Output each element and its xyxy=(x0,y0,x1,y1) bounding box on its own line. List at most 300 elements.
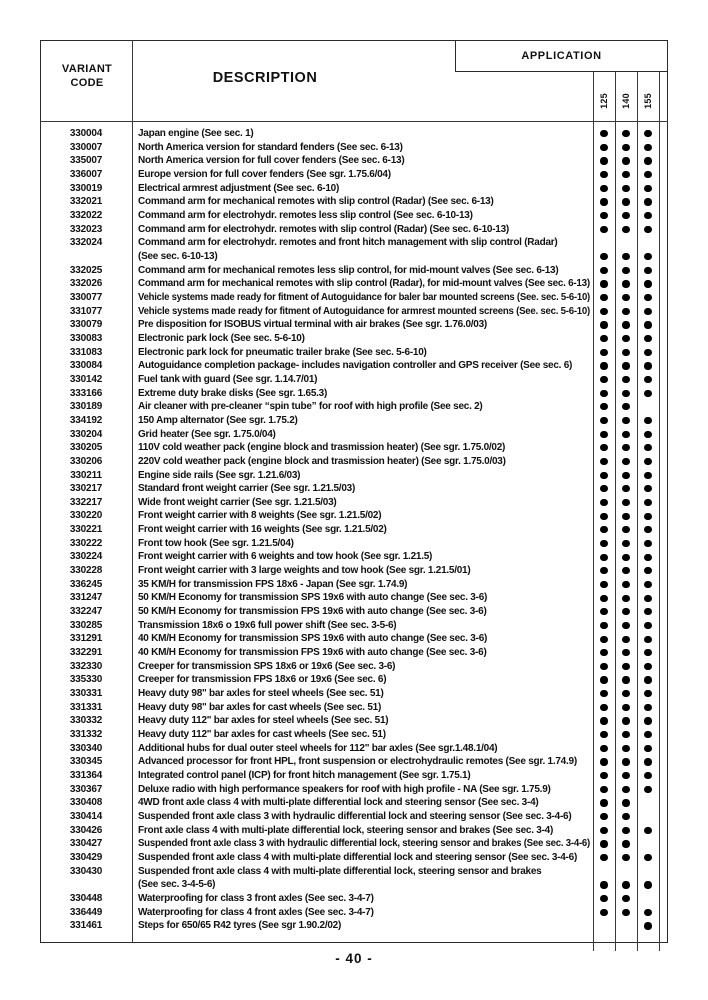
table-row xyxy=(40,660,668,674)
application-dot-125 xyxy=(600,417,607,424)
application-dot-125 xyxy=(600,390,607,397)
table-row xyxy=(40,619,668,633)
table-row xyxy=(40,906,668,920)
row-description xyxy=(138,415,592,426)
variant-code: 332291 xyxy=(69,647,103,659)
variant-code: 330019 xyxy=(69,182,103,194)
row-description-text: Autoguidance completion package- includes navigation controller and GPS receiver (See sec. 6) xyxy=(138,360,573,372)
table-row xyxy=(40,318,668,332)
application-dot-140 xyxy=(622,308,629,315)
application-dot-155 xyxy=(644,567,651,574)
row-description-text: Waterproofing for class 3 front axles (See sec. 3-4-7) xyxy=(138,892,374,904)
application-dot-155 xyxy=(644,444,651,451)
variant-code: 330211 xyxy=(70,469,102,481)
application-dot-155 xyxy=(644,226,651,233)
application-dot-125 xyxy=(600,745,607,752)
application-dot-140 xyxy=(622,321,629,328)
application-header-box xyxy=(455,41,667,72)
row-description-text: Command arm for electrohydr. remotes less slip control (See sec. 6-10-13) xyxy=(138,209,473,221)
application-dot-125 xyxy=(600,731,607,738)
row-description-text: 50 KM/H Economy for transmission FPS 19x6 with auto change (See sec. 3-6) xyxy=(138,606,487,618)
application-dot-125 xyxy=(600,567,607,574)
variant-code: 330331 xyxy=(69,688,103,700)
application-dot-155 xyxy=(644,362,651,369)
row-description xyxy=(138,237,592,248)
row-description-text: (See sec. 6-10-13) xyxy=(138,250,218,262)
application-dot-140 xyxy=(622,280,629,287)
application-dot-125 xyxy=(600,280,607,287)
page-number: - 40 - xyxy=(335,951,373,966)
application-dot-140 xyxy=(622,554,629,561)
row-description-text: (See sec. 3-4-5-6) xyxy=(138,879,216,891)
application-dot-125 xyxy=(600,253,607,260)
row-description xyxy=(138,169,592,180)
table-row xyxy=(40,687,668,701)
application-dot-125 xyxy=(600,308,607,315)
application-dot-155 xyxy=(644,417,651,424)
table-row xyxy=(40,578,668,592)
application-dot-125 xyxy=(600,185,607,192)
variant-code: 330220 xyxy=(69,510,103,522)
variant-code: 330228 xyxy=(69,565,103,577)
application-dot-140 xyxy=(622,458,629,465)
application-dot-125 xyxy=(600,622,607,629)
application-dot-140 xyxy=(622,690,629,697)
row-description xyxy=(138,852,592,863)
table-row xyxy=(40,154,668,168)
application-dot-140 xyxy=(622,745,629,752)
application-dot-155 xyxy=(644,758,651,765)
variant-code: 330205 xyxy=(69,442,103,454)
application-dot-155 xyxy=(644,171,651,178)
application-dot-125 xyxy=(600,881,607,888)
application-dot-140 xyxy=(622,144,629,151)
variant-code: 330007 xyxy=(69,141,103,153)
application-dot-125 xyxy=(600,362,607,369)
variant-code: 336007 xyxy=(69,168,103,180)
row-description-text: 150 Amp alternator (See sgr. 1.75.2) xyxy=(138,414,298,426)
row-description-text: Vehicle systems made ready for fitment of Autoguidance for armrest mounted screens (See. sec. 5-6-10) xyxy=(138,305,590,317)
application-dot-155 xyxy=(644,636,651,643)
row-description xyxy=(138,483,592,494)
table-row xyxy=(40,728,668,742)
variant-code-header xyxy=(42,62,132,90)
row-description-text: Deluxe radio with high performance speakers for roof with high profile - NA (See sgr. 1.75.9) xyxy=(138,783,551,795)
row-description xyxy=(138,183,592,194)
table-row xyxy=(40,537,668,551)
row-description xyxy=(138,866,592,877)
application-dot-140 xyxy=(622,799,629,806)
application-dot-140 xyxy=(622,827,629,834)
variant-code: 332026 xyxy=(69,278,103,290)
application-dot-140 xyxy=(622,417,629,424)
table-row xyxy=(40,755,668,769)
table-row xyxy=(40,701,668,715)
row-description xyxy=(138,825,592,836)
row-description xyxy=(138,196,592,207)
row-description xyxy=(138,797,592,808)
row-description xyxy=(138,470,592,481)
table-row xyxy=(40,824,668,838)
row-description xyxy=(138,292,592,303)
table-row xyxy=(40,646,668,660)
row-description xyxy=(138,838,592,849)
application-dot-140 xyxy=(622,376,629,383)
variant-code: 335330 xyxy=(69,674,103,686)
table-row xyxy=(40,168,668,182)
variant-code-header-line2: CODE xyxy=(70,77,104,89)
application-dot-125 xyxy=(600,704,607,711)
table-row xyxy=(40,714,668,728)
table-row xyxy=(40,783,668,797)
row-description-text: 40 KM/H Economy for transmission FPS 19x6 with auto change (See sec. 3-6) xyxy=(138,647,487,659)
variant-code: 330408 xyxy=(69,797,103,809)
table-row xyxy=(40,482,668,496)
table-row xyxy=(40,564,668,578)
application-dot-125 xyxy=(600,854,607,861)
application-dot-140 xyxy=(622,198,629,205)
table-row xyxy=(40,223,668,237)
table-row xyxy=(40,195,668,209)
row-description-text: Additional hubs for dual outer steel wheels for 112" bar axles (See sgr.1.48.1/04) xyxy=(138,742,498,754)
row-description xyxy=(138,456,592,467)
table-row xyxy=(40,236,668,250)
application-dot-140 xyxy=(622,895,629,902)
application-dot-125 xyxy=(600,909,607,916)
row-description xyxy=(138,497,592,508)
application-dot-140 xyxy=(622,663,629,670)
row-description xyxy=(138,784,592,795)
variant-code: 333166 xyxy=(69,387,103,399)
application-dot-155 xyxy=(644,499,651,506)
variant-code: 331291 xyxy=(69,633,103,645)
row-description xyxy=(138,210,592,221)
row-description xyxy=(138,688,592,699)
application-dot-155 xyxy=(644,595,651,602)
row-description-text: Integrated control panel (ICP) for front hitch management (See sgr. 1.75.1) xyxy=(138,770,471,782)
application-dot-155 xyxy=(644,554,651,561)
variant-code: 330004 xyxy=(69,128,103,139)
application-dot-140 xyxy=(622,881,629,888)
application-dot-140 xyxy=(622,595,629,602)
variant-code: 330204 xyxy=(69,428,103,440)
application-dot-140 xyxy=(622,758,629,765)
table-row xyxy=(40,209,668,223)
table-row xyxy=(40,865,668,879)
table-row xyxy=(40,291,668,305)
application-dot-125 xyxy=(600,458,607,465)
table-row xyxy=(40,414,668,428)
row-description xyxy=(138,715,592,726)
row-description-text: Suspended front axle class 3 with hydraulic differential lock and steering sensor (See sec. 3-4-6) xyxy=(138,811,572,822)
model-column-label-125: 125 xyxy=(599,93,609,109)
table-row xyxy=(40,469,668,483)
table-row xyxy=(40,591,668,605)
application-dot-125 xyxy=(600,526,607,533)
row-description-text: Heavy duty 98" bar axles for cast wheels (See sec. 51) xyxy=(138,701,382,713)
variant-code: 330084 xyxy=(69,360,103,372)
table-row xyxy=(40,673,668,687)
table-row xyxy=(40,441,668,455)
row-description xyxy=(138,633,592,644)
variant-code: 330430 xyxy=(69,865,103,877)
application-dot-125 xyxy=(600,717,607,724)
application-dot-155 xyxy=(644,458,651,465)
row-description-text: Grid heater (See sgr. 1.75.0/04) xyxy=(138,428,276,440)
application-dot-140 xyxy=(622,840,629,847)
row-description xyxy=(138,756,592,767)
application-dot-155 xyxy=(644,745,651,752)
variant-code: 330217 xyxy=(69,483,103,495)
application-dot-140 xyxy=(622,581,629,588)
application-dot-125 xyxy=(600,827,607,834)
variant-code: 330426 xyxy=(69,824,103,836)
application-dot-125 xyxy=(600,144,607,151)
application-dot-125 xyxy=(600,772,607,779)
application-dot-140 xyxy=(622,909,629,916)
row-description xyxy=(138,907,592,918)
table-row xyxy=(40,796,668,810)
variant-code: 330345 xyxy=(69,756,103,768)
row-description-text: Command arm for electrohydr. remotes with slip control (Radar) (See sec. 6-10-13) xyxy=(138,223,509,235)
variant-code: 330429 xyxy=(69,851,103,863)
application-dot-155 xyxy=(644,253,651,260)
row-description-text: 4WD front axle class 4 with multi-plate differential lock and steering sensor (See sec. 3-4) xyxy=(138,797,539,809)
application-dot-155 xyxy=(644,472,651,479)
application-dot-140 xyxy=(622,267,629,274)
variant-rows xyxy=(40,127,668,934)
row-description-text: Command arm for mechanical remotes with slip control (Radar), for mid-mount valves (See sec. 6-13) xyxy=(138,278,590,290)
row-description xyxy=(138,360,592,371)
row-description xyxy=(138,551,592,562)
application-dot-155 xyxy=(644,267,651,274)
application-dot-125 xyxy=(600,758,607,765)
table-row xyxy=(40,277,668,291)
application-dot-155 xyxy=(644,198,651,205)
application-dot-140 xyxy=(622,171,629,178)
row-description-text: North America version for standard fenders (See sec. 6-13) xyxy=(138,141,403,153)
row-description xyxy=(138,347,592,358)
row-description xyxy=(138,429,592,440)
variant-code: 332217 xyxy=(69,496,103,508)
application-dot-140 xyxy=(622,349,629,356)
row-description xyxy=(138,306,592,317)
row-description xyxy=(138,620,592,631)
application-dot-140 xyxy=(622,676,629,683)
variant-code: 330414 xyxy=(69,811,103,822)
table-row xyxy=(40,632,668,646)
application-dot-155 xyxy=(644,608,651,615)
row-description-text: Front weight carrier with 6 weights and tow hook (See sgr. 1.21.5) xyxy=(138,551,433,563)
application-dot-140 xyxy=(622,390,629,397)
application-dot-125 xyxy=(600,799,607,806)
table-row xyxy=(40,605,668,619)
application-dot-140 xyxy=(622,526,629,533)
table-row xyxy=(40,523,668,537)
application-dot-125 xyxy=(600,157,607,164)
application-dot-140 xyxy=(622,813,629,820)
application-dot-125 xyxy=(600,403,607,410)
application-dot-140 xyxy=(622,212,629,219)
row-description-text: Front tow hook (See sgr. 1.21.5/04) xyxy=(138,537,294,549)
application-dot-140 xyxy=(622,717,629,724)
row-description-text: Transmission 18x6 o 19x6 full power shift (See sec. 3-5-6) xyxy=(138,619,397,631)
application-dot-125 xyxy=(600,895,607,902)
table-row xyxy=(40,550,668,564)
row-description-text: 50 KM/H Economy for transmission SPS 19x6 with auto change (See sec. 3-6) xyxy=(138,592,488,604)
application-dot-155 xyxy=(644,349,651,356)
variant-code: 330079 xyxy=(69,319,103,331)
application-dot-140 xyxy=(622,294,629,301)
row-description-text: Vehicle systems made ready for fitment of Autoguidance for baler bar mounted screens (See. sec. 5-6-10) xyxy=(138,291,590,303)
row-description-text: Front weight carrier with 3 large weights and tow hook (See sgr. 1.21.5/01) xyxy=(138,565,471,577)
application-dot-125 xyxy=(600,472,607,479)
table-row xyxy=(40,769,668,783)
application-dot-155 xyxy=(644,827,651,834)
row-description-text: Standard front weight carrier (See sgr. 1.21.5/03) xyxy=(138,483,356,495)
application-dot-155 xyxy=(644,485,651,492)
row-description-text: Front axle class 4 with multi-plate differential lock, steering sensor and brakes (See sec. 3-4) xyxy=(138,824,554,836)
row-description xyxy=(138,647,592,658)
row-description-text: Creeper for transmission SPS 18x6 or 19x6 (See sec. 3-6) xyxy=(138,660,396,672)
application-dot-125 xyxy=(600,786,607,793)
application-dot-140 xyxy=(622,472,629,479)
row-description-text: Suspended front axle class 3 with hydraulic differential lock, steering sensor and brakes (See sec. 3-4-6) xyxy=(138,838,590,850)
application-dot-125 xyxy=(600,676,607,683)
application-dot-125 xyxy=(600,663,607,670)
application-dot-155 xyxy=(644,294,651,301)
variant-code: 331332 xyxy=(69,729,103,741)
application-dot-155 xyxy=(644,376,651,383)
row-description-text: Extreme duty brake disks (See sgr. 1.65.3) xyxy=(138,387,328,399)
row-description xyxy=(138,674,592,685)
variant-code-header-line1: VARIANT xyxy=(61,63,113,75)
application-dot-140 xyxy=(622,431,629,438)
application-dot-155 xyxy=(644,280,651,287)
table-row xyxy=(40,810,668,824)
row-description-text: Heavy duty 112" bar axles for cast wheels (See sec. 51) xyxy=(138,729,386,741)
variant-code: 330367 xyxy=(69,783,103,795)
row-description xyxy=(138,128,592,139)
model-column-label-140: 140 xyxy=(621,93,631,109)
row-description-text: Engine side rails (See sgr. 1.21.6/03) xyxy=(138,469,301,481)
application-dot-125 xyxy=(600,349,607,356)
description-header: DESCRIPTION xyxy=(212,70,318,86)
application-dot-140 xyxy=(622,157,629,164)
variant-code: 332021 xyxy=(69,196,103,208)
application-dot-155 xyxy=(644,663,651,670)
application-dot-125 xyxy=(600,485,607,492)
variant-code: 330427 xyxy=(69,838,103,850)
row-description xyxy=(138,770,592,781)
table-row xyxy=(40,264,668,278)
row-description-text: Electrical armrest adjustment (See sec. 6-10) xyxy=(138,182,340,194)
row-description-text: Command arm for electrohydr. remotes and front hitch management with slip control (Radar) xyxy=(138,237,558,249)
row-description xyxy=(138,592,592,603)
application-dot-140 xyxy=(622,499,629,506)
application-dot-140 xyxy=(622,786,629,793)
table-row xyxy=(40,250,668,264)
application-dot-155 xyxy=(644,212,651,219)
row-description xyxy=(138,702,592,713)
row-description xyxy=(138,278,592,289)
row-description xyxy=(138,333,592,344)
application-dot-140 xyxy=(622,704,629,711)
variant-code: 331247 xyxy=(69,592,103,604)
variant-code: 330221 xyxy=(69,524,103,536)
row-description xyxy=(138,606,592,617)
application-dot-125 xyxy=(600,226,607,233)
variant-code: 330083 xyxy=(69,332,103,344)
row-description-text: Suspended front axle class 4 with multi-plate differential lock and steering sensor (See sec. 3-4-6) xyxy=(138,851,578,863)
application-dot-155 xyxy=(644,690,651,697)
row-description-text: Command arm for mechanical remotes less slip control, for mid-mount valves (See sec. 6-13) xyxy=(138,264,559,276)
application-dot-155 xyxy=(644,185,651,192)
application-dot-140 xyxy=(622,513,629,520)
application-header: APPLICATION xyxy=(521,50,602,62)
application-dot-155 xyxy=(644,335,651,342)
application-dot-155 xyxy=(644,144,651,151)
variant-code: 331364 xyxy=(69,770,103,782)
application-dot-125 xyxy=(600,444,607,451)
application-dot-140 xyxy=(622,854,629,861)
row-description-text: 220V cold weather pack (engine block and trasmission heater) (See sgr. 1.75.0/03) xyxy=(138,455,506,467)
table-row xyxy=(40,346,668,360)
row-description-text: 40 KM/H Economy for transmission SPS 19x6 with auto change (See sec. 3-6) xyxy=(138,633,488,645)
application-dot-125 xyxy=(600,595,607,602)
table-row xyxy=(40,455,668,469)
table-row xyxy=(40,742,668,756)
application-dot-140 xyxy=(622,540,629,547)
row-description-text: Heavy duty 98" bar axles for steel wheels (See sec. 51) xyxy=(138,688,384,700)
application-dot-125 xyxy=(600,690,607,697)
model-column-label-155: 155 xyxy=(643,93,653,109)
application-dot-125 xyxy=(600,581,607,588)
row-description-text: Steps for 650/65 R42 tyres (See sgr 1.90.2/02) xyxy=(138,920,342,932)
application-dot-125 xyxy=(600,130,607,137)
variant-code: 330206 xyxy=(69,455,103,467)
row-description-text: Creeper for transmission FPS 18x6 or 19x6 (See sec. 6) xyxy=(138,674,387,686)
application-dot-125 xyxy=(600,540,607,547)
application-dot-125 xyxy=(600,267,607,274)
row-description xyxy=(138,920,592,931)
variant-code: 330448 xyxy=(69,892,103,904)
application-dot-140 xyxy=(622,649,629,656)
application-dot-155 xyxy=(644,772,651,779)
row-description-text: Electronic park lock for pneumatic trailer brake (See sec. 5-6-10) xyxy=(138,346,427,358)
application-dot-125 xyxy=(600,813,607,820)
header-divider xyxy=(40,121,668,122)
application-dot-125 xyxy=(600,431,607,438)
row-description xyxy=(138,155,592,166)
row-description-text: Front weight carrier with 16 weights (See sgr. 1.21.5/02) xyxy=(138,524,387,536)
application-dot-155 xyxy=(644,717,651,724)
application-dot-140 xyxy=(622,403,629,410)
application-dot-155 xyxy=(644,909,651,916)
variant-code: 330224 xyxy=(69,551,103,563)
application-dot-140 xyxy=(622,335,629,342)
application-dot-140 xyxy=(622,608,629,615)
application-dot-155 xyxy=(644,431,651,438)
row-description xyxy=(138,811,592,822)
variant-code: 331331 xyxy=(69,701,103,713)
application-dot-140 xyxy=(622,362,629,369)
row-description xyxy=(138,319,592,330)
variant-code: 330077 xyxy=(69,291,103,303)
application-dot-125 xyxy=(600,376,607,383)
row-description-text: Waterproofing for class 4 front axles (See sec. 3-4-7) xyxy=(138,906,374,918)
row-description xyxy=(138,743,592,754)
